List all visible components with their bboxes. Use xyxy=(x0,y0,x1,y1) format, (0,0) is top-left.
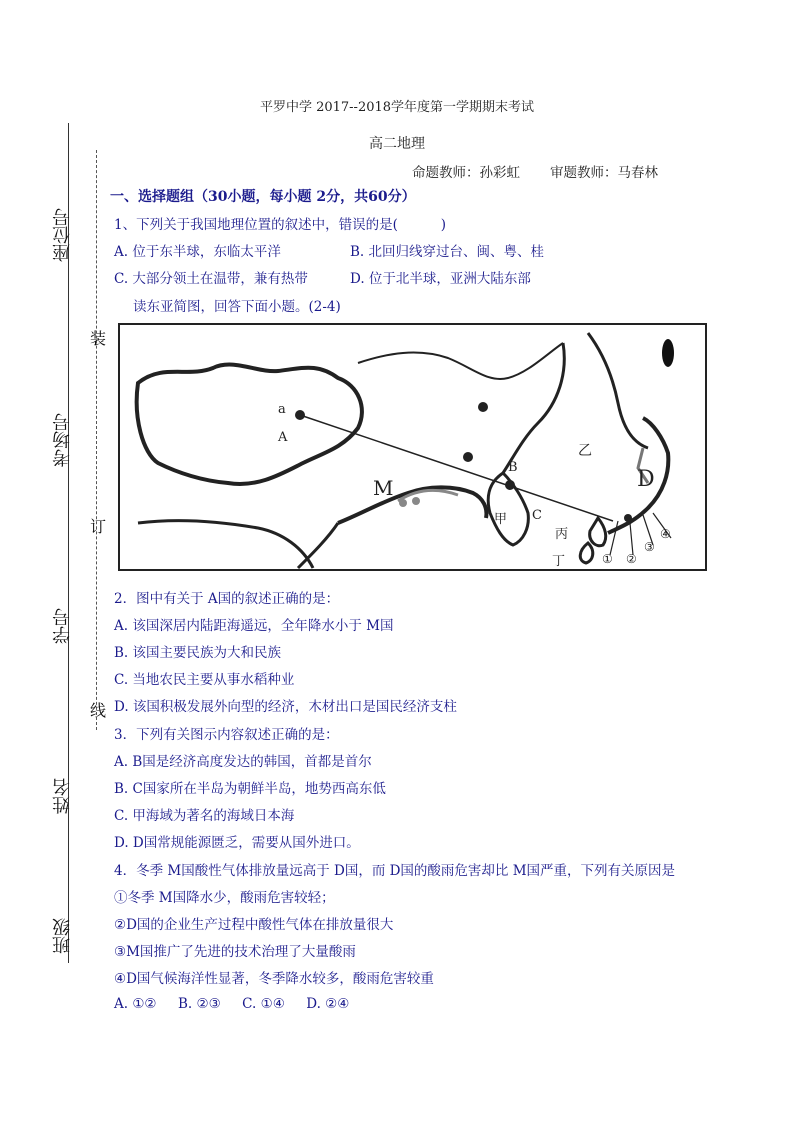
q1-stem: 1、下列关于我国地理位置的叙述中，错误的是( ) xyxy=(114,217,447,233)
map-label-bing: 丙 xyxy=(555,527,569,542)
q4-item-3: ③M国推广了先进的技术治理了大量酸雨 xyxy=(114,944,356,960)
exam-room-label: 考场号 xyxy=(52,413,73,467)
q4-item-1: ①冬季 M国降水少，酸雨危害较轻； xyxy=(114,890,335,906)
binding-line-inner xyxy=(96,150,97,730)
student-id-label: 学号 xyxy=(52,608,73,644)
name-label: 姓名 xyxy=(52,778,73,814)
q2-option-c: C. 当地农民主要从事水稻种业 xyxy=(114,672,295,688)
map-label-a: a xyxy=(278,402,286,417)
east-asia-map xyxy=(118,323,707,571)
map-label-jia: 甲 xyxy=(494,512,508,527)
class-label: 班级 xyxy=(52,918,73,954)
q1-option-b: B. 北回归线穿过台、闽、粤、桂 xyxy=(350,244,545,260)
map-arrow-2: ② xyxy=(626,552,637,566)
q3-option-c: C. 甲海域为著名的海域日本海 xyxy=(114,808,295,824)
map-arrow-1: ① xyxy=(602,552,613,566)
q4-stem: 4．冬季 M国酸性气体排放量远高于 D国，而 D国的酸雨危害却比 M国严重，下列有关原因是 xyxy=(114,863,676,879)
binding-mark-ding: 订 xyxy=(90,517,107,536)
binding-mark-zhuang: 装 xyxy=(90,329,107,348)
map-label-B: B xyxy=(508,460,518,475)
q4-choices: A. ①② B. ②③ C. ①④ D. ②④ xyxy=(114,996,350,1012)
q1-option-d: D. 位于北半球，亚洲大陆东部 xyxy=(350,271,531,287)
q2-option-b: B. 该国主要民族为大和民族 xyxy=(114,645,282,661)
subject-title: 高二地理 xyxy=(369,136,425,152)
map-label-C: C xyxy=(532,508,542,523)
q2-stem: 2．图中有关于 A国的叙述正确的是： xyxy=(114,591,340,607)
map-arrow-3: ③ xyxy=(644,540,655,554)
map-label-D: D xyxy=(637,467,655,492)
binding-mark-xian: 线 xyxy=(90,701,107,720)
q1-option-a: A. 位于东半球，东临太平洋 xyxy=(114,244,281,260)
map-label-A: A xyxy=(278,430,288,445)
map-label-ding: 丁 xyxy=(552,554,566,569)
q3-option-b: B. C国家所在半岛为朝鲜半岛，地势西高东低 xyxy=(114,781,386,797)
exam-title: 平罗中学 2017--2018学年度第一学期期末考试 xyxy=(259,100,535,115)
map-label-M: M xyxy=(373,476,394,500)
q2-option-d: D. 该国积极发展外向型的经济，木材出口是国民经济支柱 xyxy=(114,699,457,715)
q4-item-4: ④D国气候海洋性显著，冬季降水较多，酸雨危害较重 xyxy=(114,971,434,987)
q3-option-a: A. B国是经济高度发达的韩国，首都是首尔 xyxy=(114,754,372,770)
q1-option-c: C. 大部分领土在温带，兼有热带 xyxy=(114,271,308,287)
seat-number-label: 座位号 xyxy=(52,208,73,262)
map-arrow-4: ④ xyxy=(660,527,671,541)
teachers-line: 命题教师：孙彩虹 审题教师：马春林 xyxy=(412,165,659,181)
q3-stem: 3．下列有关图示内容叙述正确的是： xyxy=(114,727,339,743)
q2-option-a: A. 该国深居内陆距海遥远，全年降水小于 M国 xyxy=(114,618,394,634)
map-intro: 读东亚简图，回答下面小题。(2-4) xyxy=(133,299,341,315)
q3-option-d: D. D国常规能源匮乏，需要从国外进口。 xyxy=(114,835,360,851)
section-heading: 一、选择题组（30小题，每小题 2分，共60分） xyxy=(110,189,416,205)
q4-item-2: ②D国的企业生产过程中酸性气体在排放量很大 xyxy=(114,917,394,933)
map-label-yi: 乙 xyxy=(578,443,592,459)
